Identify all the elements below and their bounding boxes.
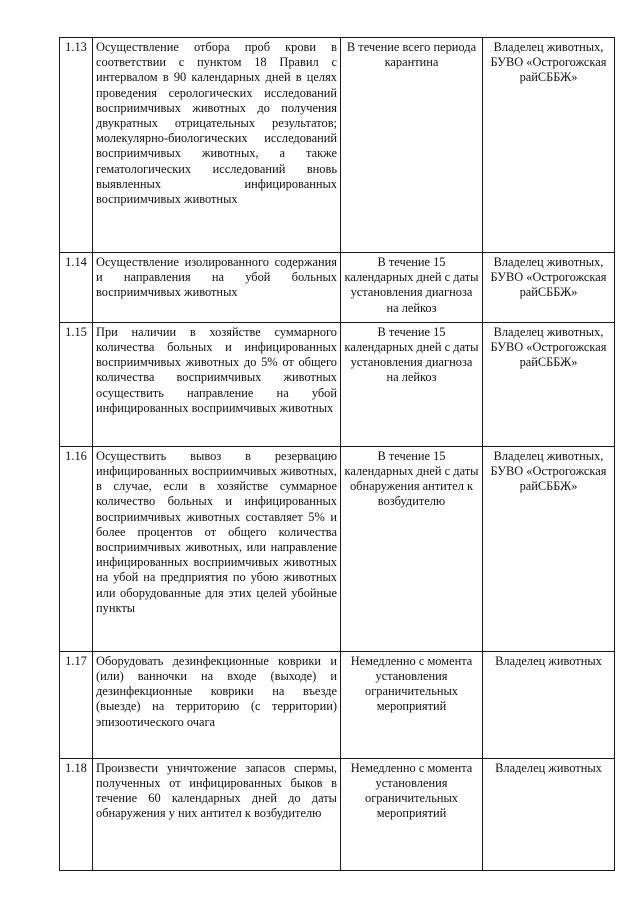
- item-number: 1.17: [60, 651, 93, 758]
- item-number: 1.18: [60, 758, 93, 870]
- measure-description: При наличии в хозяйстве суммарного количества больных и инфицированных восприимчивых животных до 5% от общего количества восприимчивых животных осуществить направление на убой инфицированных восприимчивых животных: [93, 322, 341, 446]
- responsible-party: Владелец животных, БУВО «Острогожская райСББЖ»: [483, 38, 615, 253]
- table-row: [60, 322, 615, 446]
- item-number: 1.16: [60, 446, 93, 651]
- measure-deadline: В течение 15 календарных дней с даты обнаружения антител к возбудителю: [341, 446, 483, 651]
- measure-deadline: В течение 15 календарных дней с даты установления диагноза на лейкоз: [341, 253, 483, 323]
- table-row: [60, 758, 615, 870]
- responsible-party: Владелец животных, БУВО «Острогожская райСББЖ»: [483, 446, 615, 651]
- table-row: [60, 253, 615, 323]
- measure-description: Произвести уничтожение запасов спермы, полученных от инфицированных быков в течение 60 календарных дней до даты обнаружения у них антител к возбудителю: [93, 758, 341, 870]
- responsible-party: Владелец животных: [483, 758, 615, 870]
- measure-description: Осуществление отбора проб крови в соответствии с пунктом 18 Правил с интервалом в 90 календарных дней в целях проведения серологических исследований восприимчивых животных до получения двукратных отрицательных результатов; молекулярно-биологических исследований восприимчивых животных, а также гематологических исследований вновь выявленных инфицированных восприимчивых животных: [93, 38, 341, 253]
- measure-deadline: В течение всего периода карантина: [341, 38, 483, 253]
- responsible-party: Владелец животных, БУВО «Острогожская райСББЖ»: [483, 253, 615, 323]
- table-row: [60, 651, 615, 758]
- measure-description: Оборудовать дезинфекционные коврики и (или) ванночки на входе (выходе) и дезинфекционные коврики на въезде (выезде) на территорию (с территории) эпизоотического очага: [93, 651, 341, 758]
- measure-deadline: Немедленно с момента установления ограничительных мероприятий: [341, 758, 483, 870]
- responsible-party: Владелец животных, БУВО «Острогожская райСББЖ»: [483, 322, 615, 446]
- measure-deadline: Немедленно с момента установления ограничительных мероприятий: [341, 651, 483, 758]
- measure-description: Осуществить вывоз в резервацию инфицированных восприимчивых животных, в случае, если в хозяйстве суммарное количество больных и инфицированных восприимчивых животных составляет 5% и более процентов от общего количества восприимчивых животных, или направление инфицированных восприимчивых животных на убой на предприятия по убою животных или оборудованные для этих целей убойные пункты: [93, 446, 341, 651]
- measures-table: [59, 37, 615, 871]
- item-number: 1.15: [60, 322, 93, 446]
- measure-deadline: В течение 15 календарных дней с даты установления диагноза на лейкоз: [341, 322, 483, 446]
- table-row: [60, 38, 615, 253]
- measure-description: Осуществление изолированного содержания и направления на убой больных восприимчивых животных: [93, 253, 341, 323]
- document-page: [59, 37, 614, 871]
- item-number: 1.14: [60, 253, 93, 323]
- responsible-party: Владелец животных: [483, 651, 615, 758]
- table-row: [60, 446, 615, 651]
- item-number: 1.13: [60, 38, 93, 253]
